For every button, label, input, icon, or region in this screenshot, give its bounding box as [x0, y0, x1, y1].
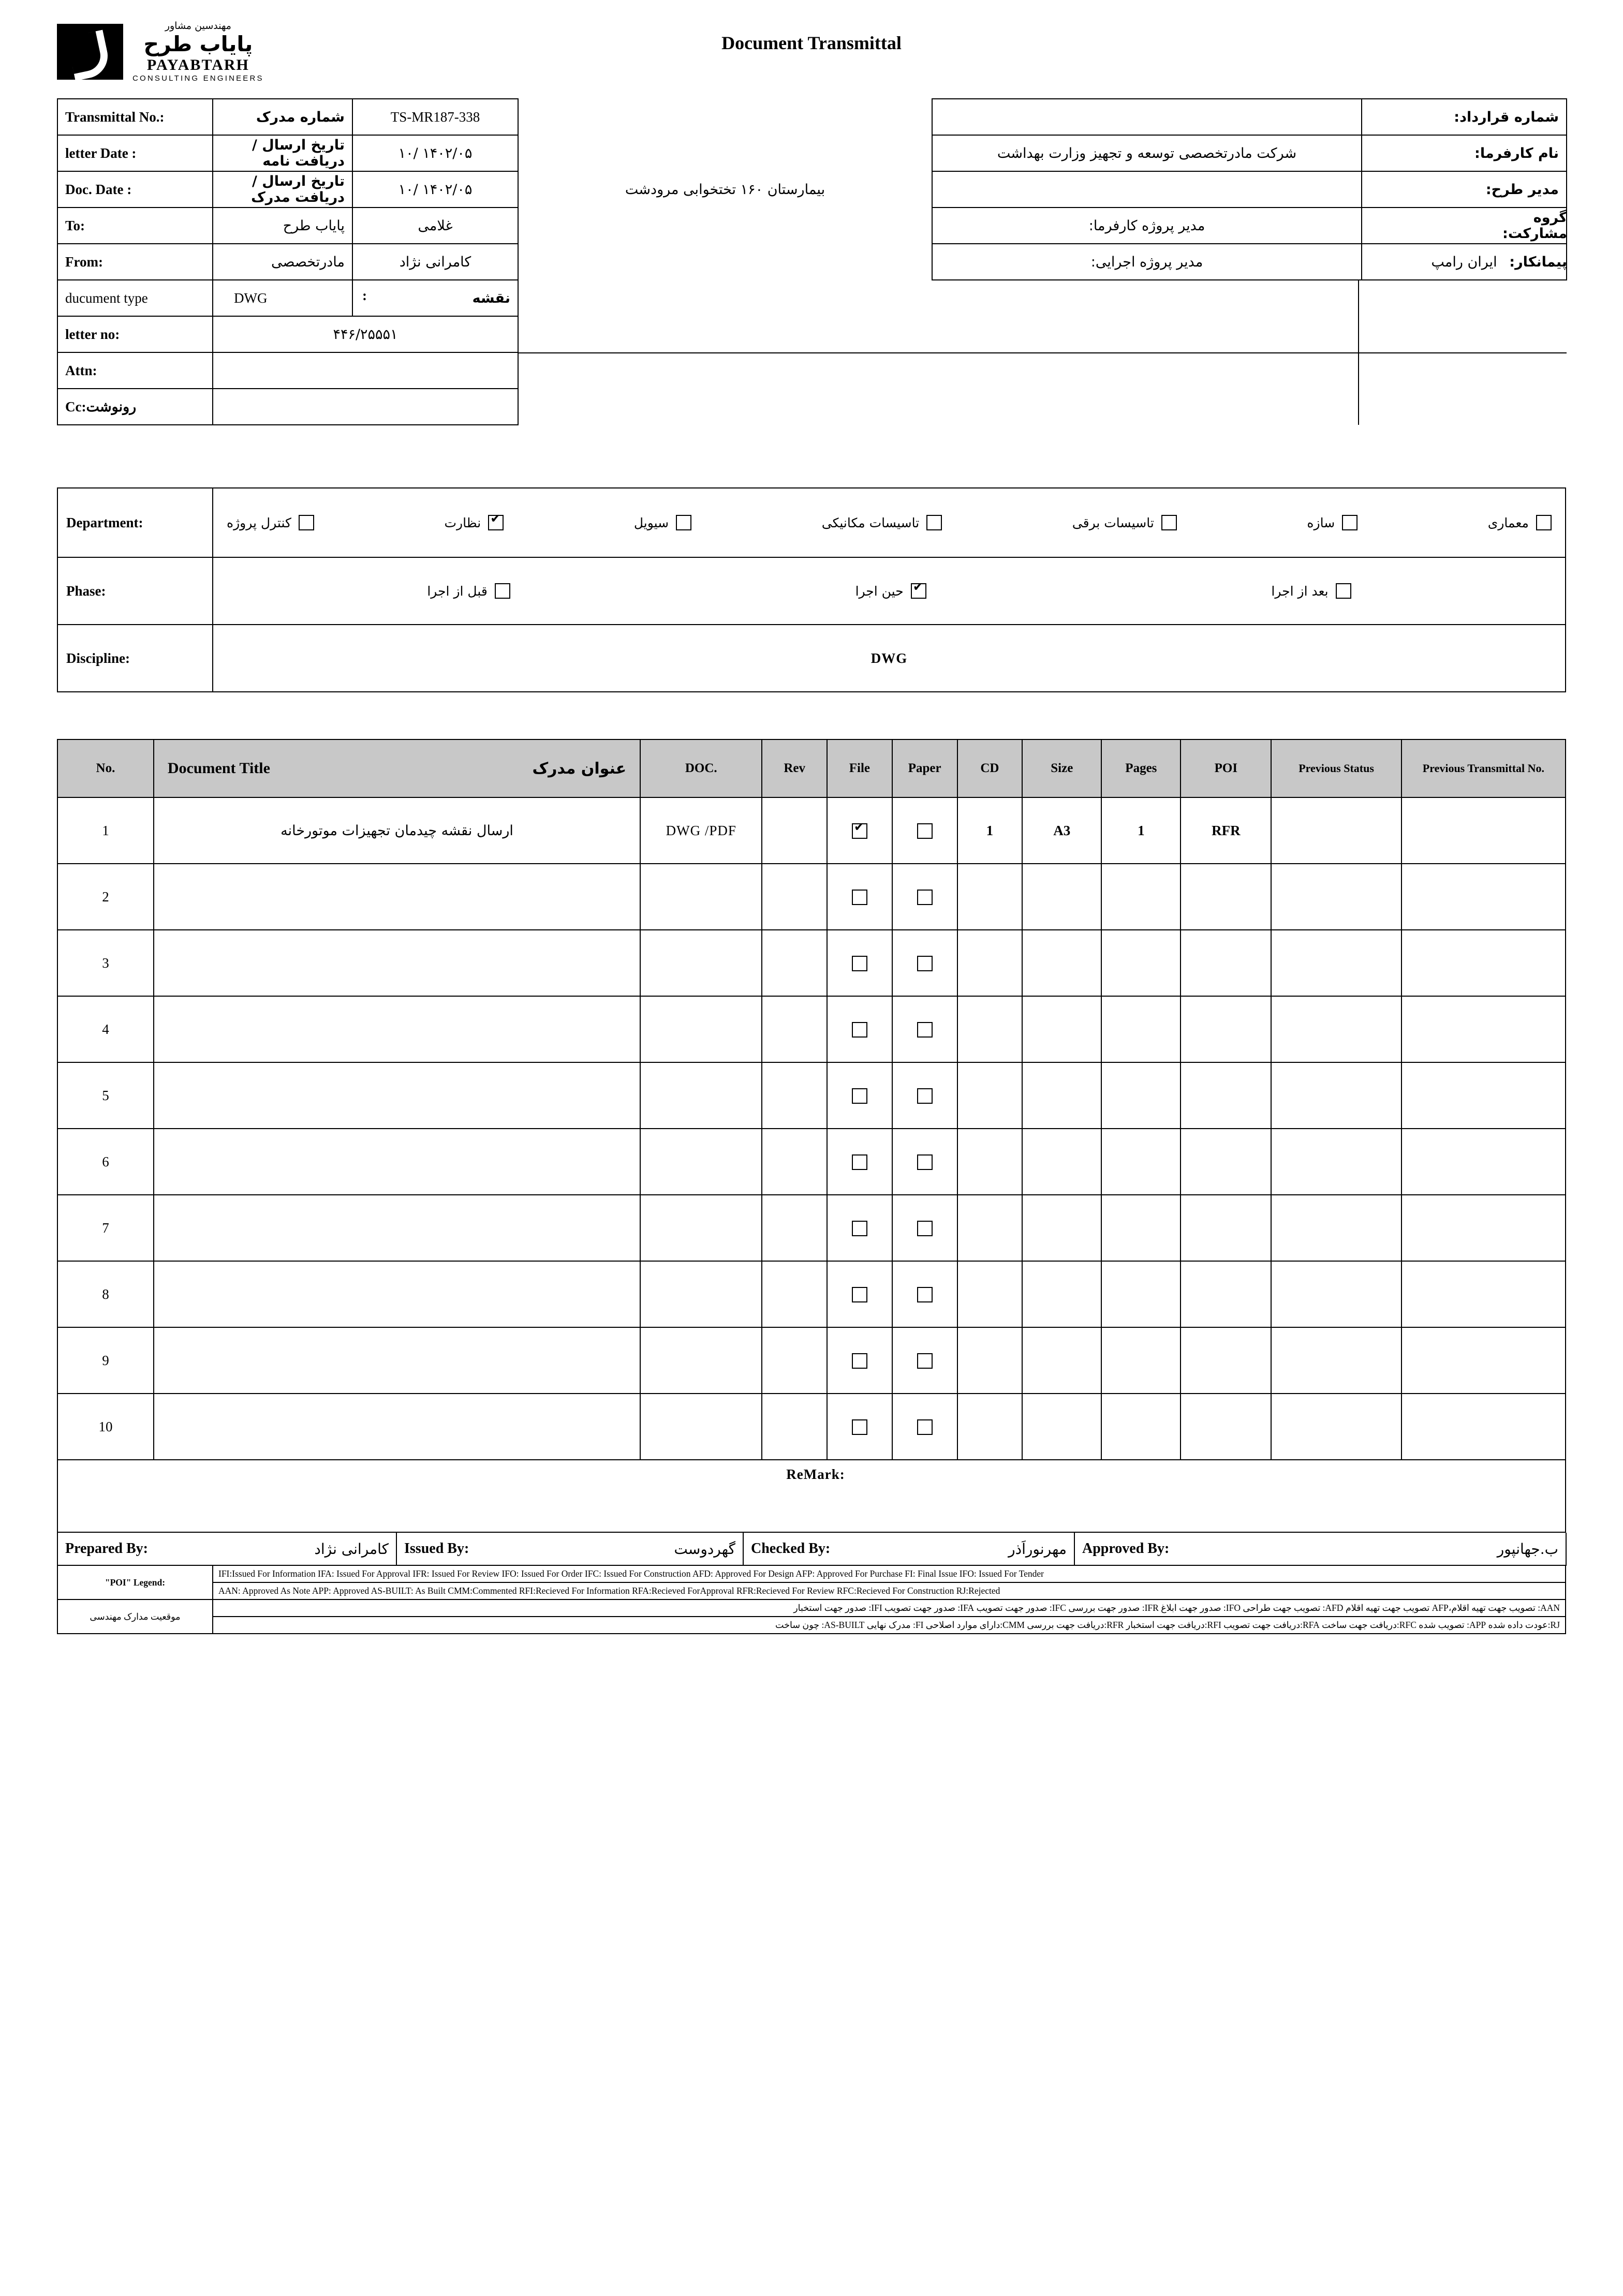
department-option-mechanical-checkbox[interactable]	[926, 515, 942, 530]
signature-row	[57, 1533, 1566, 1565]
file-checkbox[interactable]	[852, 1353, 867, 1369]
cell-cd[interactable]	[957, 1062, 1023, 1129]
document-type-label: ducument type	[57, 280, 213, 316]
cell-title[interactable]	[154, 864, 640, 930]
cell-rev[interactable]	[762, 1261, 827, 1327]
paper-checkbox[interactable]	[917, 956, 933, 971]
cell-poi[interactable]	[1181, 930, 1271, 996]
cell-no: 4	[57, 996, 154, 1062]
cell-file[interactable]	[827, 1195, 892, 1261]
col-previous-status-label: Previous Status	[1299, 762, 1374, 775]
letter-date-label-fa: تاریخ ارسال /دریافت نامه	[213, 135, 352, 171]
cell-poi[interactable]	[1181, 864, 1271, 930]
file-checkbox[interactable]	[852, 823, 867, 839]
cell-pages[interactable]	[1101, 1261, 1181, 1327]
paper-checkbox[interactable]	[917, 1022, 933, 1038]
col-cd: CD	[957, 739, 1023, 797]
department-option-civil[interactable]	[634, 515, 691, 530]
cell-previous-status[interactable]	[1271, 1195, 1401, 1261]
cell-rev[interactable]	[762, 1195, 827, 1261]
department-option-supervision-label: نظارت	[444, 515, 481, 530]
department-option-sazeh[interactable]	[1307, 515, 1358, 530]
department-row	[57, 488, 1566, 557]
cell-pages[interactable]	[1101, 1195, 1181, 1261]
legend-title: "POI" Legend:	[57, 1566, 213, 1599]
cell-poi[interactable]	[1181, 1129, 1271, 1195]
cell-file[interactable]	[827, 1129, 892, 1195]
cell-title[interactable]: ارسال نقشه چیدمان تجهیزات موتورخانه	[154, 797, 640, 864]
file-checkbox[interactable]	[852, 1154, 867, 1170]
cell-title[interactable]	[154, 1062, 640, 1129]
info-row-transmittal-no	[57, 99, 1567, 135]
transmittal-no-value[interactable]: TS-MR187-338	[352, 99, 518, 135]
letter-date-value[interactable]: ۱۴۰۲/۰۵ /۱۰	[352, 135, 518, 171]
table-row	[57, 1327, 1566, 1394]
cell-doc[interactable]	[640, 1394, 762, 1460]
cell-doc[interactable]	[640, 1195, 762, 1261]
approved-by-label: Approved By:	[1074, 1533, 1235, 1565]
cell-no: 8	[57, 1261, 154, 1327]
cell-size[interactable]	[1022, 1261, 1101, 1327]
table-row	[57, 1261, 1566, 1327]
cell-no: 1	[57, 797, 154, 864]
legend-side-note: موقعیت مدارک مهندسی	[57, 1599, 213, 1634]
col-previous-transmittal-no	[1401, 739, 1566, 797]
transmittal-no-label-fa: شماره مدرک	[213, 99, 352, 135]
file-checkbox[interactable]	[852, 890, 867, 905]
employer-name-value[interactable]: شرکت مادرتخصصی توسعه و تجهیز وزارت بهداشت	[932, 135, 1362, 171]
cell-pages[interactable]	[1101, 1394, 1181, 1460]
checked-by-label: Checked By:	[743, 1533, 898, 1565]
cell-previous-status[interactable]	[1271, 1327, 1401, 1394]
attn-label: Attn:	[57, 352, 213, 389]
table-row	[57, 864, 1566, 930]
department-label: Department:	[57, 488, 213, 557]
discipline-row	[57, 625, 1566, 692]
document-type-value[interactable]: DWG	[213, 280, 352, 316]
phase-option-during-checkbox[interactable]	[911, 583, 926, 599]
contract-no-label: شماره قرارداد:	[1362, 99, 1567, 135]
cell-poi[interactable]	[1181, 1062, 1271, 1129]
col-poi: POI	[1181, 739, 1271, 797]
cell-doc[interactable]	[640, 930, 762, 996]
document-type-fa-text: نقشه	[472, 290, 510, 306]
cell-rev[interactable]	[762, 1394, 827, 1460]
cell-size[interactable]	[1022, 1129, 1101, 1195]
cell-file[interactable]	[827, 1327, 892, 1394]
department-option-sazeh-label: سازه	[1307, 515, 1335, 530]
cell-doc[interactable]: DWG /PDF	[640, 797, 762, 864]
table-row	[57, 1195, 1566, 1261]
col-rev: Rev	[762, 739, 827, 797]
to-person-value[interactable]: غلامی	[352, 208, 518, 244]
cell-doc[interactable]	[640, 1261, 762, 1327]
cell-file[interactable]	[827, 1261, 892, 1327]
document-header	[57, 21, 1566, 98]
from-value-fa[interactable]: مادرتخصصی	[213, 244, 352, 280]
cell-doc[interactable]	[640, 1327, 762, 1394]
cell-previous-status[interactable]	[1271, 930, 1401, 996]
cell-size[interactable]	[1022, 1062, 1101, 1129]
cell-pages[interactable]	[1101, 996, 1181, 1062]
file-checkbox[interactable]	[852, 1022, 867, 1038]
phase-options	[213, 557, 1566, 625]
cell-file[interactable]	[827, 930, 892, 996]
info-empty-right	[518, 280, 1567, 425]
legend-line-4: RJ:عودت داده شده APP: تصویب شده RFC:دریافت جهت ساخت RFA:دریافت جهت تصویب RFI:دریافت جهت استخبار RFR:دریافت جهت بررسی CMM:دارای موارد اصلاحی FI: مدرک نهایی AS-BUILT: چون ساخت	[213, 1617, 1566, 1634]
cell-paper[interactable]	[892, 797, 957, 864]
legend-line-3: AAN: تصویب جهت تهیه اقلام،AFP تصویب جهت تهیه اقلام AFD: تصویب جهت طراحی IFO: صدور جهت ابلاغ IFR: صدور جهت بررسی IFC: صدور جهت تصویب IFA: صدور جهت تصویب IFI: صدور جهت استخبار	[213, 1599, 1566, 1617]
cell-rev[interactable]	[762, 1129, 827, 1195]
document-type-colon: :	[362, 288, 367, 303]
cell-rev[interactable]	[762, 864, 827, 930]
logo-fa-big: پایاب طرح	[143, 31, 253, 56]
paper-checkbox[interactable]	[917, 1419, 933, 1435]
cell-poi[interactable]	[1181, 996, 1271, 1062]
to-value-fa[interactable]: پایاب طرح	[213, 208, 352, 244]
poi-legend-table	[57, 1566, 1566, 1634]
cell-title[interactable]	[154, 1327, 640, 1394]
department-option-electrical-label: تاسیسات برقی	[1072, 515, 1154, 530]
cell-paper[interactable]	[892, 1062, 957, 1129]
info-row-document-type	[57, 280, 1567, 316]
cell-no: 6	[57, 1129, 154, 1195]
cell-previous-transmittal-no[interactable]	[1401, 1195, 1566, 1261]
checked-by-value[interactable]: مهرنوراَذر	[898, 1533, 1074, 1565]
transmittal-no-label: Transmittal No.:	[57, 99, 213, 135]
cell-poi[interactable]	[1181, 1261, 1271, 1327]
remark-row	[57, 1460, 1566, 1532]
document-type-label-fa	[352, 280, 518, 316]
letter-date-label: letter Date :	[57, 135, 213, 171]
cell-no: 10	[57, 1394, 154, 1460]
cc-label: Cc:رونوشت	[57, 389, 213, 425]
letter-no-label: letter no:	[57, 316, 213, 352]
department-option-civil-checkbox[interactable]	[676, 515, 691, 530]
cell-previous-transmittal-no[interactable]	[1401, 1129, 1566, 1195]
department-option-sazeh-checkbox[interactable]	[1342, 515, 1358, 530]
contractor-value[interactable]: ایران رامپ	[1362, 244, 1567, 280]
legend-line-1: IFI:Issued For Information IFA: Issued For Approval IFR: Issued For Review IFO: Issued For Order IFC: Issued For Construction AFD: Approved For Design AFP: Approved For Purchase FI: Final Issue IFO: Issued For Tender	[213, 1566, 1566, 1582]
cell-paper[interactable]	[892, 1327, 957, 1394]
doc-date-label-fa: تاریخ ارسال /دریافت مدرک	[213, 171, 352, 208]
paper-checkbox[interactable]	[917, 1353, 933, 1369]
doc-date-value[interactable]: ۱۴۰۲/۰۵ /۱۰	[352, 171, 518, 208]
cell-no: 5	[57, 1062, 154, 1129]
to-label: To:	[57, 208, 213, 244]
discipline-value[interactable]: DWG	[213, 625, 1566, 692]
phase-option-before-label: قبل از اجرا	[427, 583, 488, 599]
documents-table-header-row	[57, 739, 1566, 797]
col-document-title	[154, 739, 640, 797]
cell-previous-status[interactable]	[1271, 996, 1401, 1062]
phase-option-after-checkbox[interactable]	[1336, 583, 1351, 599]
project-manager-value[interactable]	[932, 171, 1362, 208]
department-option-electrical-checkbox[interactable]	[1161, 515, 1177, 530]
cell-no: 7	[57, 1195, 154, 1261]
cell-pages[interactable]	[1101, 864, 1181, 930]
cell-previous-transmittal-no[interactable]	[1401, 1261, 1566, 1327]
cell-cd[interactable]	[957, 1195, 1023, 1261]
cell-rev[interactable]	[762, 996, 827, 1062]
cell-pages[interactable]: 1	[1101, 797, 1181, 864]
cell-no: 3	[57, 930, 154, 996]
cell-title[interactable]	[154, 1394, 640, 1460]
info-row-from: From: مادرتخصصی کامرانی نژاد مدیر پروژه اجرایی: ایران رامپ پیمانکار:	[57, 244, 1567, 280]
phase-label: Phase:	[57, 557, 213, 625]
cell-paper[interactable]	[892, 930, 957, 996]
cell-previous-transmittal-no[interactable]	[1401, 930, 1566, 996]
department-option-project-control-label: کنترل پروژه	[227, 515, 291, 530]
cell-doc[interactable]	[640, 1129, 762, 1195]
cell-previous-transmittal-no[interactable]	[1401, 797, 1566, 864]
table-row	[57, 1062, 1566, 1129]
department-option-project-control-checkbox[interactable]	[299, 515, 314, 530]
phase-option-after[interactable]	[1271, 583, 1351, 599]
col-document-title-fa: عنوان مدرک	[532, 759, 627, 778]
paper-checkbox[interactable]	[917, 1287, 933, 1302]
cell-cd[interactable]	[957, 930, 1023, 996]
col-doc: DOC.	[640, 739, 762, 797]
issued-by-value[interactable]: گهردوست	[547, 1533, 743, 1565]
legend-row-3	[57, 1599, 1566, 1617]
cell-rev[interactable]	[762, 1327, 827, 1394]
paper-checkbox[interactable]	[917, 1154, 933, 1170]
cell-cd[interactable]	[957, 1394, 1023, 1460]
logo-fa-small: مهندسین مشاور	[165, 20, 231, 32]
employer-pm-label: مدیر پروژه کارفرما:	[932, 208, 1362, 244]
col-no: No.	[57, 739, 154, 797]
doc-date-label: Doc. Date :	[57, 171, 213, 208]
department-options	[213, 488, 1566, 557]
phase-option-before-checkbox[interactable]	[495, 583, 510, 599]
department-option-mechanical[interactable]	[822, 515, 942, 530]
cell-previous-status[interactable]	[1271, 1261, 1401, 1327]
paper-checkbox[interactable]	[917, 1088, 933, 1104]
department-option-civil-label: سیویل	[633, 515, 669, 530]
table-row	[57, 996, 1566, 1062]
page-title: Document Transmittal	[721, 33, 902, 53]
cell-previous-status[interactable]	[1271, 864, 1401, 930]
col-file: File	[827, 739, 892, 797]
info-row-to: To: پایاب طرح غلامی مدیر پروژه کارفرما: گروه مشارکت:	[57, 208, 1567, 244]
contract-no-value[interactable]	[932, 99, 1362, 135]
cell-size[interactable]	[1022, 1327, 1101, 1394]
cell-poi[interactable]	[1181, 1195, 1271, 1261]
file-checkbox[interactable]	[852, 1287, 867, 1302]
cell-doc[interactable]	[640, 996, 762, 1062]
cell-no: 2	[57, 864, 154, 930]
cell-title[interactable]	[154, 930, 640, 996]
cell-no: 9	[57, 1327, 154, 1394]
discipline-label: Discipline:	[57, 625, 213, 692]
cc-value[interactable]	[213, 389, 518, 425]
cell-poi[interactable]: RFR	[1181, 797, 1271, 864]
cell-paper[interactable]	[892, 1261, 957, 1327]
executive-pm-label: مدیر پروژه اجرایی:	[932, 244, 1362, 280]
transmittal-info-table	[57, 98, 1567, 425]
cell-title[interactable]	[154, 1261, 640, 1327]
cell-pages[interactable]	[1101, 930, 1181, 996]
remark-label: ReMark:	[786, 1467, 845, 1482]
cell-paper[interactable]	[892, 1129, 957, 1195]
remark-field[interactable]	[57, 1460, 1566, 1532]
department-option-memari-checkbox[interactable]	[1536, 515, 1552, 530]
department-option-supervision-checkbox[interactable]	[488, 515, 504, 530]
department-option-electrical[interactable]	[1072, 515, 1177, 530]
file-checkbox[interactable]	[852, 1088, 867, 1104]
cell-poi[interactable]	[1181, 1327, 1271, 1394]
cell-previous-status[interactable]	[1271, 1062, 1401, 1129]
cell-file[interactable]	[827, 1062, 892, 1129]
file-checkbox[interactable]	[852, 1221, 867, 1236]
cell-file[interactable]	[827, 864, 892, 930]
legend-line-2: AAN: Approved As Note APP: Approved AS-BUILT: As Built CMM:Commented RFI:Recieved For Information RFA:Recieved ForApproval RFR:Recieved For Review RFC:Recieved For Construction RJ:Rejected	[213, 1582, 1566, 1599]
logo-en-small: CONSULTING ENGINEERS	[132, 74, 264, 83]
cell-paper[interactable]	[892, 1394, 957, 1460]
cell-paper[interactable]	[892, 864, 957, 930]
cell-cd[interactable]	[957, 1129, 1023, 1195]
legend-row-4	[57, 1617, 1566, 1634]
cell-doc[interactable]	[640, 1062, 762, 1129]
table-row	[57, 930, 1566, 996]
cell-previous-transmittal-no[interactable]	[1401, 996, 1566, 1062]
legend-row-2	[57, 1582, 1566, 1599]
cell-previous-transmittal-no[interactable]	[1401, 1394, 1566, 1460]
cell-pages[interactable]	[1101, 1129, 1181, 1195]
department-option-project-control[interactable]	[227, 515, 314, 530]
table-row	[57, 1394, 1566, 1460]
spacer-2	[57, 692, 1566, 739]
cell-title[interactable]	[154, 1129, 640, 1195]
phase-row	[57, 557, 1566, 625]
cell-size[interactable]: A3	[1022, 797, 1101, 864]
spacer-1	[57, 425, 1566, 487]
cell-size[interactable]	[1022, 930, 1101, 996]
cell-poi[interactable]	[1181, 1394, 1271, 1460]
department-option-supervision[interactable]	[445, 515, 504, 530]
cell-rev[interactable]	[762, 1062, 827, 1129]
col-size: Size	[1022, 739, 1101, 797]
file-checkbox[interactable]	[852, 956, 867, 971]
file-checkbox[interactable]	[852, 1419, 867, 1435]
cell-previous-transmittal-no[interactable]	[1401, 1062, 1566, 1129]
issued-by-label: Issued By:	[396, 1533, 547, 1565]
paper-checkbox[interactable]	[917, 823, 933, 839]
phase-option-before[interactable]	[427, 583, 510, 599]
col-pages: Pages	[1101, 739, 1181, 797]
cell-title[interactable]	[154, 996, 640, 1062]
cell-pages[interactable]	[1101, 1062, 1181, 1129]
cell-cd[interactable]: 1	[957, 797, 1023, 864]
phase-option-during-label: حین اجرا	[855, 583, 904, 599]
cell-size[interactable]	[1022, 1195, 1101, 1261]
from-label: From:	[57, 244, 213, 280]
letter-no-value[interactable]: ۴۴۶/۲۵۵۵۱	[213, 316, 518, 352]
cell-size[interactable]	[1022, 996, 1101, 1062]
from-person-value[interactable]: کامرانی نژاد	[352, 244, 518, 280]
cell-previous-transmittal-no[interactable]	[1401, 864, 1566, 930]
legend-row-1	[57, 1566, 1566, 1582]
table-row	[57, 1129, 1566, 1195]
approved-by-value[interactable]: ب.جهانپور	[1235, 1533, 1566, 1565]
signature-table	[57, 1533, 1567, 1566]
project-name-value: بیمارستان ۱۶۰ تختخوابی مرودشت	[625, 181, 825, 198]
department-phase-table	[57, 487, 1566, 692]
documents-table	[57, 739, 1566, 1533]
cell-paper[interactable]	[892, 996, 957, 1062]
cell-cd[interactable]	[957, 1327, 1023, 1394]
phase-option-after-label: بعد از اجرا	[1271, 583, 1329, 599]
cell-cd[interactable]	[957, 864, 1023, 930]
paper-checkbox[interactable]	[917, 1221, 933, 1236]
prepared-by-value[interactable]: کامرانی نژاد	[213, 1533, 396, 1565]
logo-en-big: PAYABTARH	[146, 56, 249, 73]
project-name-cell	[518, 99, 932, 280]
cell-cd[interactable]	[957, 1261, 1023, 1327]
phase-option-during[interactable]	[855, 583, 926, 599]
cell-size[interactable]	[1022, 1394, 1101, 1460]
cell-previous-status[interactable]	[1271, 1129, 1401, 1195]
cell-pages[interactable]	[1101, 1327, 1181, 1394]
cell-previous-status[interactable]	[1271, 1394, 1401, 1460]
cell-rev[interactable]	[762, 797, 827, 864]
cell-paper[interactable]	[892, 1195, 957, 1261]
col-previous-status	[1271, 739, 1401, 797]
prepared-by-label: Prepared By:	[57, 1533, 213, 1565]
cell-file[interactable]	[827, 1394, 892, 1460]
department-option-mechanical-label: تاسیسات مکانیکی	[821, 515, 920, 530]
cell-file[interactable]	[827, 996, 892, 1062]
project-manager-label: مدیر طرح:	[1362, 171, 1567, 208]
col-paper: Paper	[892, 739, 957, 797]
employer-name-label: نام کارفرما:	[1362, 135, 1567, 171]
paper-checkbox[interactable]	[917, 890, 933, 905]
cell-size[interactable]	[1022, 864, 1101, 930]
attn-value[interactable]	[213, 352, 518, 389]
col-document-title-en: Document Title	[167, 760, 270, 777]
cell-cd[interactable]	[957, 996, 1023, 1062]
cell-previous-transmittal-no[interactable]	[1401, 1327, 1566, 1394]
department-option-memari[interactable]	[1488, 515, 1552, 530]
table-row	[57, 797, 1566, 864]
cell-title[interactable]	[154, 1195, 640, 1261]
department-option-memari-label: معماری	[1487, 515, 1529, 530]
cell-doc[interactable]	[640, 864, 762, 930]
cell-previous-status[interactable]	[1271, 797, 1401, 864]
col-previous-transmittal-no-label: Previous Transmittal No.	[1422, 762, 1545, 775]
cell-rev[interactable]	[762, 930, 827, 996]
cell-file[interactable]	[827, 797, 892, 864]
